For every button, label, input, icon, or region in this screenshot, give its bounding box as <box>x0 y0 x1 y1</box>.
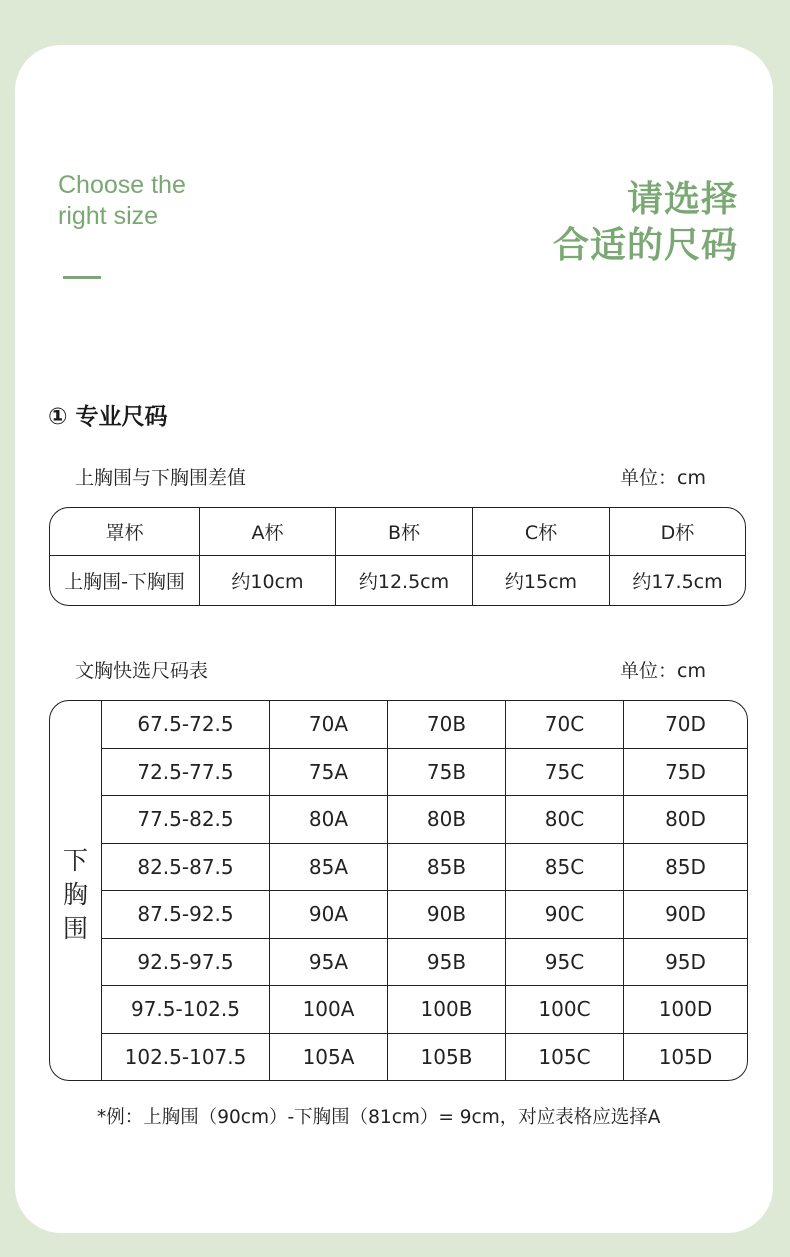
cup-table-caption: 上胸围与下胸围差值 <box>75 467 247 489</box>
size-cell: 70A <box>270 701 388 748</box>
size-cell: 105D <box>658 1044 713 1069</box>
table-row <box>102 939 747 987</box>
table-row <box>102 701 747 749</box>
size-cell: 80B <box>388 796 506 843</box>
size-cell: 105A <box>270 1034 388 1081</box>
size-cell: 90D <box>665 902 706 927</box>
cup-header-cell: 罩杯 <box>50 508 200 556</box>
size-cell: 70C <box>506 701 624 748</box>
table-row <box>102 749 747 797</box>
range-cell: 82.5-87.5 <box>102 844 270 891</box>
size-cell: 80C <box>506 796 624 843</box>
size-cell: 70D <box>665 712 706 737</box>
underbust-label-char: 下 <box>62 845 88 875</box>
chinese-title <box>553 177 738 269</box>
size-cell: 95B <box>388 939 506 986</box>
example-note: *例：上胸围（90cm）-下胸围（81cm）= 9cm，对应表格应选择A <box>97 1107 661 1128</box>
size-cell: 95D <box>665 949 706 974</box>
size-chart-table <box>49 700 748 1081</box>
chinese-title-line2: 合适的尺码 <box>552 225 738 266</box>
cup-table-unit: 单位：cm <box>620 467 706 489</box>
english-title-line1: Choose the <box>58 171 186 199</box>
cup-value-cell: 约10cm <box>200 556 336 605</box>
underbust-label-char: 胸 <box>62 879 88 909</box>
size-cell: 95A <box>270 939 388 986</box>
range-cell: 72.5-77.5 <box>102 749 270 796</box>
chinese-title-line1: 请选择 <box>626 179 738 220</box>
english-title-line2: right size <box>58 202 159 230</box>
size-cell: 75B <box>388 749 506 796</box>
range-cell: 87.5-92.5 <box>102 891 270 938</box>
size-cell: 100A <box>270 986 388 1033</box>
underbust-label <box>50 701 102 1080</box>
size-cell: 100B <box>388 986 506 1033</box>
cup-value-cell: 约15cm <box>473 556 610 605</box>
size-cell: 90B <box>388 891 506 938</box>
range-cell: 77.5-82.5 <box>102 796 270 843</box>
range-cell: 102.5-107.5 <box>102 1034 270 1081</box>
size-cell: 75A <box>270 749 388 796</box>
cup-header-cell: B杯 <box>336 508 473 556</box>
size-cell: 100D <box>658 997 713 1022</box>
cup-value-cell: 约12.5cm <box>336 556 473 605</box>
size-cell: 85D <box>665 854 706 879</box>
table-row <box>102 844 747 892</box>
table-row <box>102 891 747 939</box>
size-cell: 75C <box>506 749 624 796</box>
range-cell: 97.5-102.5 <box>102 986 270 1033</box>
table-row <box>102 796 747 844</box>
cup-header-cell: C杯 <box>473 508 610 556</box>
size-table-unit: 单位：cm <box>620 660 706 682</box>
cup-value-cell: 约17.5cm <box>632 571 723 593</box>
table-row <box>102 1034 747 1081</box>
size-cell: 105B <box>388 1034 506 1081</box>
size-cell: 90A <box>270 891 388 938</box>
english-title <box>58 170 186 232</box>
section-title: ① 专业尺码 <box>48 404 168 430</box>
cup-difference-table <box>49 507 746 606</box>
table-row <box>102 986 747 1034</box>
cup-header-cell: A杯 <box>200 508 336 556</box>
range-cell: 67.5-72.5 <box>102 701 270 748</box>
size-cell: 90C <box>506 891 624 938</box>
title-divider <box>63 276 101 279</box>
cup-value-cell: 上胸围-下胸围 <box>50 556 200 605</box>
size-cell: 95C <box>506 939 624 986</box>
size-cell: 80D <box>665 807 706 832</box>
range-cell: 92.5-97.5 <box>102 939 270 986</box>
size-cell: 70B <box>388 701 506 748</box>
underbust-label-char: 围 <box>62 913 88 943</box>
size-cell: 80A <box>270 796 388 843</box>
cup-header-cell: D杯 <box>610 508 745 556</box>
size-table-caption: 文胸快选尺码表 <box>75 660 209 682</box>
size-cell: 105C <box>506 1034 624 1081</box>
size-cell: 75D <box>665 759 706 784</box>
size-cell: 85C <box>506 844 624 891</box>
size-rows <box>102 701 747 1080</box>
size-cell: 100C <box>506 986 624 1033</box>
size-cell: 85A <box>270 844 388 891</box>
size-cell: 85B <box>388 844 506 891</box>
